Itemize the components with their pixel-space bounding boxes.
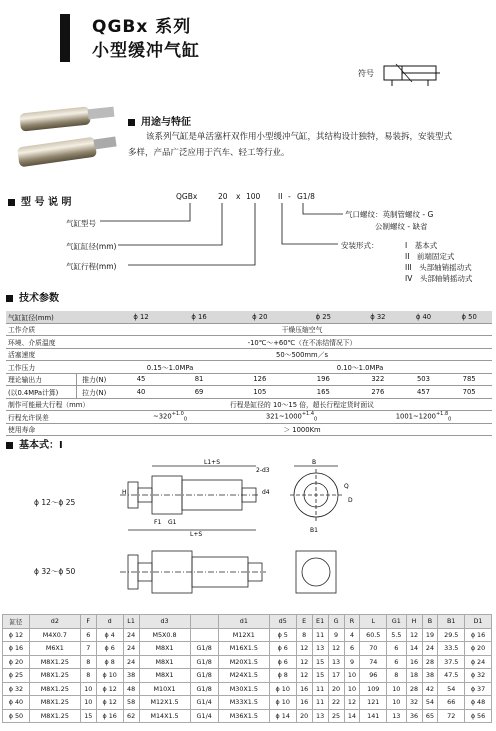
dimension-cell: ϕ 32 <box>3 682 30 696</box>
dimension-cell: ϕ 32 <box>465 669 492 683</box>
dimension-cell: ϕ 5 <box>269 628 296 642</box>
dimension-cell: ϕ 48 <box>465 696 492 710</box>
dimension-cell: M33X1.5 <box>218 696 269 710</box>
dimension-cell: 13 <box>312 709 328 723</box>
dimension-cell: 11 <box>312 696 328 710</box>
usage-text-line2: 多样，产品广泛应用于汽车、轻工等行业。 <box>128 148 290 158</box>
dimension-header-cell: L1 <box>123 615 139 629</box>
drawing-small-bore <box>120 458 380 538</box>
port-thread-label-2: 公制螺纹 - 缺省 <box>375 222 428 231</box>
dimension-cell: ϕ 12 <box>3 628 30 642</box>
bore-cell: ϕ 12 <box>112 311 170 323</box>
dimension-cell: ϕ 6 <box>269 655 296 669</box>
table-cell <box>6 442 13 449</box>
spec-row-push <box>6 373 492 386</box>
spec-row-tolerance <box>6 411 492 424</box>
dimension-cell: 24 <box>123 628 139 642</box>
label-model-type: 气缸型号 <box>66 219 96 228</box>
dimension-header-cell: E <box>296 615 312 629</box>
dimension-cell: 58 <box>123 696 139 710</box>
dim-label: L+S <box>190 531 203 538</box>
table-cell: 行程允许误差 <box>6 411 112 424</box>
page-title: QGBx 系列 <box>92 17 192 37</box>
dim-label: B1 <box>310 527 318 534</box>
dimension-cell: 14 <box>406 642 422 656</box>
mount-item-2: II 前端固定式 <box>405 252 455 261</box>
dimension-cell: 141 <box>360 709 387 723</box>
dim-label: 2-d3 <box>256 467 270 474</box>
dimension-cell: 24 <box>123 655 139 669</box>
dimension-header-cell <box>190 615 218 629</box>
mount-item-1: I 基本式 <box>405 241 438 250</box>
dimension-cell: 16 <box>296 682 312 696</box>
table-cell: 105 <box>228 386 291 399</box>
dimension-cell: 15 <box>312 669 328 683</box>
range-small-bore: ϕ 12～ϕ 25 <box>34 498 76 507</box>
dimension-cell: 12 <box>296 642 312 656</box>
table-cell: 0 <box>314 416 318 423</box>
dimension-row <box>3 696 492 710</box>
dimension-cell: 7 <box>80 642 96 656</box>
dimension-cell: 48 <box>123 682 139 696</box>
dimension-cell: 5.5 <box>387 628 407 642</box>
dimension-header-cell: D1 <box>465 615 492 629</box>
dimension-row <box>3 628 492 642</box>
dimension-cell: 18 <box>406 669 422 683</box>
dimension-cell: M8X1 <box>139 669 190 683</box>
model-code-x: x <box>236 192 241 201</box>
bore-cell: ϕ 50 <box>446 311 492 323</box>
table-cell: 0.10～1.0MPa <box>228 361 492 374</box>
dimension-cell: 29.5 <box>438 628 465 642</box>
table-cell: 型 号 说 明 <box>21 197 72 208</box>
dimension-header-cell: B1 <box>438 615 465 629</box>
dimension-cell: ϕ 16 <box>96 709 123 723</box>
dimension-cell: 25 <box>328 709 344 723</box>
dimension-cell: M10X1 <box>139 682 190 696</box>
dimension-cell: ϕ 6 <box>269 642 296 656</box>
table-cell: 196 <box>292 373 355 386</box>
dimension-cell: 66 <box>438 696 465 710</box>
specs-heading <box>6 289 59 304</box>
dimension-cell: ϕ 8 <box>269 669 296 683</box>
table-cell <box>128 119 135 126</box>
dimension-cell: ϕ 16 <box>465 628 492 642</box>
spec-row-life <box>6 423 492 436</box>
table-cell <box>6 295 13 302</box>
dimension-row <box>3 655 492 669</box>
dimension-cell: 10 <box>387 696 407 710</box>
spec-row-medium <box>6 323 492 336</box>
mount-item-3: III 头部轴销摇动式 <box>405 263 472 272</box>
dimension-header-cell: G <box>328 615 344 629</box>
table-cell: 干燥压缩空气 <box>112 323 492 336</box>
table-cell: +1.4 <box>301 411 315 417</box>
specs-table <box>6 311 492 436</box>
dimension-cell: ϕ 40 <box>3 696 30 710</box>
table-cell: ＞ 1000Km <box>112 423 492 436</box>
dimension-cell: ϕ 10 <box>96 669 123 683</box>
model-code-port: G1/8 <box>297 192 315 201</box>
dimension-cell: 8 <box>80 655 96 669</box>
dim-label: B <box>312 459 317 466</box>
dimension-cell: M20X1.5 <box>218 655 269 669</box>
dimension-cell: M24X1.5 <box>218 669 269 683</box>
table-cell: 用途与特征 <box>141 117 191 128</box>
table-cell: 工作介质 <box>6 323 112 336</box>
dimension-cell: 54 <box>438 682 465 696</box>
table-cell: 0 <box>183 416 188 423</box>
dimension-cell: 13 <box>312 642 328 656</box>
dimension-cell: M4X0.7 <box>29 628 80 642</box>
dimension-cell: 74 <box>360 655 387 669</box>
spec-row-pull <box>6 386 492 399</box>
usage-text-line1: 该系列气缸是单活塞杆双作用小型缓冲气缸，其结构设计独特，易装拆，安装型式 <box>146 132 453 142</box>
dimension-cell: 12 <box>296 669 312 683</box>
dimension-header-row <box>3 615 492 629</box>
table-cell: 1001~1200 <box>395 412 436 421</box>
dimension-cell: 47.5 <box>438 669 465 683</box>
table-cell: 活塞速度 <box>6 348 112 361</box>
dimension-cell: 6 <box>387 642 407 656</box>
dimension-cell: 70 <box>360 642 387 656</box>
dimension-cell: 19 <box>422 628 438 642</box>
dimension-cell: 6 <box>80 628 96 642</box>
dimension-cell: 12 <box>406 628 422 642</box>
table-cell: 基本式：I <box>19 440 63 451</box>
dimension-cell: 20 <box>296 709 312 723</box>
dimension-header-cell: d2 <box>29 615 80 629</box>
table-cell: 69 <box>170 386 228 399</box>
dimension-cell: 15 <box>312 655 328 669</box>
title-bar-accent <box>60 14 70 62</box>
dimension-cell: 32 <box>406 696 422 710</box>
table-cell <box>112 411 228 424</box>
dimension-cell: M8X1 <box>139 642 190 656</box>
dimension-cell: 72 <box>438 709 465 723</box>
mount-item-4: IV 头部轴销摇动式 <box>405 274 473 283</box>
table-cell: 使用寿命 <box>6 423 112 436</box>
symbol-label: 符号 <box>358 69 374 78</box>
label-bore: 气缸缸径(mm) <box>66 242 117 251</box>
dimension-cell: 65 <box>422 709 438 723</box>
dimension-cell: ϕ 50 <box>3 709 30 723</box>
dimension-header-cell: d5 <box>269 615 296 629</box>
port-thread-label-1: 气口螺纹：英制管螺纹 - G <box>345 210 434 219</box>
table-cell: 705 <box>446 386 492 399</box>
spec-row-max-stroke <box>6 398 492 411</box>
dimension-cell: 38 <box>123 669 139 683</box>
dimension-header-cell: d1 <box>218 615 269 629</box>
dimension-cell: 10 <box>387 682 407 696</box>
dimension-cell: 62 <box>123 709 139 723</box>
table-cell: 环境、介质温度 <box>6 336 112 349</box>
dimension-cell: 16 <box>406 655 422 669</box>
table-cell: 技术参数 <box>19 293 59 304</box>
table-cell: 行程是缸径的 10～15 倍，超长行程定货时面议 <box>112 398 492 411</box>
dimension-header-cell: H <box>406 615 422 629</box>
dimension-cell: 17 <box>328 669 344 683</box>
dim-label: D <box>348 497 353 504</box>
dimension-cell: M6X1 <box>29 642 80 656</box>
dimension-cell: 24 <box>123 642 139 656</box>
dimension-header-cell: d3 <box>139 615 190 629</box>
dimension-cell: 6 <box>387 655 407 669</box>
dimension-cell: G1/8 <box>190 642 218 656</box>
table-cell <box>355 411 492 424</box>
dimension-cell: 13 <box>328 655 344 669</box>
spec-row-pressure <box>6 361 492 374</box>
dimension-cell: 20 <box>328 682 344 696</box>
dimension-cell: 9 <box>344 655 360 669</box>
dim-label: Q <box>344 483 349 490</box>
dimension-cell: 4 <box>344 628 360 642</box>
dimension-cell: M8X1.25 <box>29 682 80 696</box>
specs-header-row <box>6 311 492 323</box>
dimension-cell: 42 <box>422 682 438 696</box>
dimension-cell: M14X1.5 <box>139 709 190 723</box>
dimension-cell: ϕ 24 <box>465 655 492 669</box>
table-cell: -10℃～+60℃（在不冻结情况下） <box>112 336 492 349</box>
dimension-cell: 11 <box>312 628 328 642</box>
table-cell: 126 <box>228 373 291 386</box>
table-cell: 理论输出力 <box>6 373 76 386</box>
dimension-cell: 10 <box>344 682 360 696</box>
dimension-cell: 12 <box>328 642 344 656</box>
dimension-cell: M16X1.5 <box>218 642 269 656</box>
dimension-cell: M8X1 <box>139 655 190 669</box>
dimension-cell: 54 <box>422 696 438 710</box>
product-photo <box>14 102 124 172</box>
table-cell: 工作压力 <box>6 361 112 374</box>
dimension-cell: G1/4 <box>190 709 218 723</box>
dimension-header-cell: G1 <box>387 615 407 629</box>
bore-cell: ϕ 16 <box>170 311 228 323</box>
dimension-cell: ϕ 14 <box>269 709 296 723</box>
table-cell: 推力(N) <box>76 373 112 386</box>
dim-label: H <box>122 489 127 496</box>
dimension-cell: M12X1 <box>218 628 269 642</box>
basic-heading <box>6 436 63 451</box>
dimension-cell: 28 <box>406 682 422 696</box>
dimension-cell: 22 <box>328 696 344 710</box>
dimension-cell: 10 <box>344 669 360 683</box>
bore-cell: ϕ 20 <box>228 311 291 323</box>
dimension-cell: M5X0.8 <box>139 628 190 642</box>
table-cell: 拉力(N) <box>76 386 112 399</box>
drawing-large-bore <box>120 545 380 605</box>
dimension-cell: 8 <box>296 628 312 642</box>
dimension-header-cell: F <box>80 615 96 629</box>
page-subtitle: 小型缓冲气缸 <box>92 41 200 61</box>
dimension-cell: 28 <box>422 655 438 669</box>
model-code-stroke: 100 <box>246 192 261 201</box>
dimension-cell: M30X1.5 <box>218 682 269 696</box>
dimension-cell: 10 <box>80 696 96 710</box>
table-cell: (以0.4MPa计算) <box>6 386 76 399</box>
model-code-mount: II <box>278 192 283 201</box>
spec-row-speed <box>6 348 492 361</box>
dimension-cell: 8 <box>80 669 96 683</box>
dimension-header-cell: R <box>344 615 360 629</box>
dimension-cell: ϕ 20 <box>465 642 492 656</box>
spec-row-env <box>6 336 492 349</box>
dimension-row <box>3 682 492 696</box>
dimension-cell: 16 <box>296 696 312 710</box>
dimension-cell: 37.5 <box>438 655 465 669</box>
dim-label: F1 <box>154 519 162 526</box>
dimension-cell <box>190 628 218 642</box>
dimension-header-cell: E1 <box>312 615 328 629</box>
model-code-bore: 20 <box>218 192 228 201</box>
table-cell: +1.0 <box>171 411 184 417</box>
dimension-header-cell: 缸径 <box>3 615 30 629</box>
dimension-header-cell: d <box>96 615 123 629</box>
dimension-cell: 60.5 <box>360 628 387 642</box>
model-code-prefix: QGBx <box>176 192 198 201</box>
table-cell: 81 <box>170 373 228 386</box>
table-cell: 457 <box>401 386 447 399</box>
dimension-cell: 11 <box>312 682 328 696</box>
dimension-cell: ϕ 10 <box>269 696 296 710</box>
bore-cell: ϕ 40 <box>401 311 447 323</box>
dimension-cell: 12 <box>296 655 312 669</box>
table-cell: ~320 <box>153 412 172 421</box>
dimension-cell: 14 <box>344 709 360 723</box>
table-cell <box>228 411 355 424</box>
dimension-cell: ϕ 12 <box>96 696 123 710</box>
bore-cell: ϕ 32 <box>355 311 401 323</box>
dimension-cell: G1/8 <box>190 655 218 669</box>
mount-type-title: 安装形式： <box>341 241 379 250</box>
dimension-cell: ϕ 56 <box>465 709 492 723</box>
dimension-cell: ϕ 12 <box>96 682 123 696</box>
cylinder-symbol-icon <box>382 60 442 90</box>
dimension-cell: 13 <box>387 709 407 723</box>
dimension-cell: M8X1.25 <box>29 669 80 683</box>
dimension-header-cell: B <box>422 615 438 629</box>
range-large-bore: ϕ 32～ϕ 50 <box>34 567 76 576</box>
dimension-cell: ϕ 6 <box>96 642 123 656</box>
dimension-cell: G1/4 <box>190 696 218 710</box>
table-cell: 50～500mm／s <box>112 348 492 361</box>
dimension-cell: M12X1.5 <box>139 696 190 710</box>
dimension-cell: ϕ 20 <box>3 655 30 669</box>
dimension-cell: ϕ 4 <box>96 628 123 642</box>
dimension-header-cell: L <box>360 615 387 629</box>
dimension-cell: ϕ 25 <box>3 669 30 683</box>
dimension-cell: ϕ 8 <box>96 655 123 669</box>
usage-heading <box>128 113 191 128</box>
table-cell: +1.8 <box>435 411 449 417</box>
dimension-cell: 6 <box>344 642 360 656</box>
table-cell: 785 <box>446 373 492 386</box>
model-code-dash: - <box>288 192 291 201</box>
dimension-row <box>3 709 492 723</box>
dimension-cell: 9 <box>328 628 344 642</box>
table-cell: 321~1000 <box>265 412 302 421</box>
dimension-cell: 121 <box>360 696 387 710</box>
dim-label: d4 <box>262 489 270 496</box>
dimension-cell: ϕ 37 <box>465 682 492 696</box>
dimension-row <box>3 642 492 656</box>
dimension-cell: 96 <box>360 669 387 683</box>
bore-cell: ϕ 25 <box>292 311 355 323</box>
table-cell: 276 <box>355 386 401 399</box>
dim-label: L1+S <box>204 459 220 466</box>
table-cell: 45 <box>112 373 170 386</box>
table-cell: 322 <box>355 373 401 386</box>
dimension-cell: 36 <box>406 709 422 723</box>
table-cell: 40 <box>112 386 170 399</box>
dimension-cell: 33.5 <box>438 642 465 656</box>
dimension-cell: G1/8 <box>190 669 218 683</box>
dimension-cell: M8X1.25 <box>29 709 80 723</box>
table-cell: 0.15～1.0MPa <box>112 361 228 374</box>
table-cell: 165 <box>292 386 355 399</box>
dimension-cell: M8X1.25 <box>29 696 80 710</box>
dimension-cell: 10 <box>80 682 96 696</box>
dimension-table <box>2 614 492 723</box>
table-cell: 制作可能最大行程（mm） <box>6 398 112 411</box>
dimension-cell: G1/8 <box>190 682 218 696</box>
dimension-cell: 109 <box>360 682 387 696</box>
dimension-row <box>3 669 492 683</box>
dimension-cell: M8X1.25 <box>29 655 80 669</box>
dimension-cell: ϕ 16 <box>3 642 30 656</box>
table-cell: 0 <box>448 416 452 423</box>
dimension-cell: 38 <box>422 669 438 683</box>
dim-label: G1 <box>168 519 177 526</box>
dimension-cell: ϕ 10 <box>269 682 296 696</box>
dimension-cell: 8 <box>387 669 407 683</box>
table-cell: 503 <box>401 373 447 386</box>
dimension-cell: 24 <box>422 642 438 656</box>
label-stroke: 气缸行程(mm) <box>66 262 117 271</box>
specs-header-label: 气缸缸径(mm) <box>6 311 112 323</box>
dimension-cell: M36X1.5 <box>218 709 269 723</box>
dimension-cell: 15 <box>80 709 96 723</box>
dimension-cell: 12 <box>344 696 360 710</box>
